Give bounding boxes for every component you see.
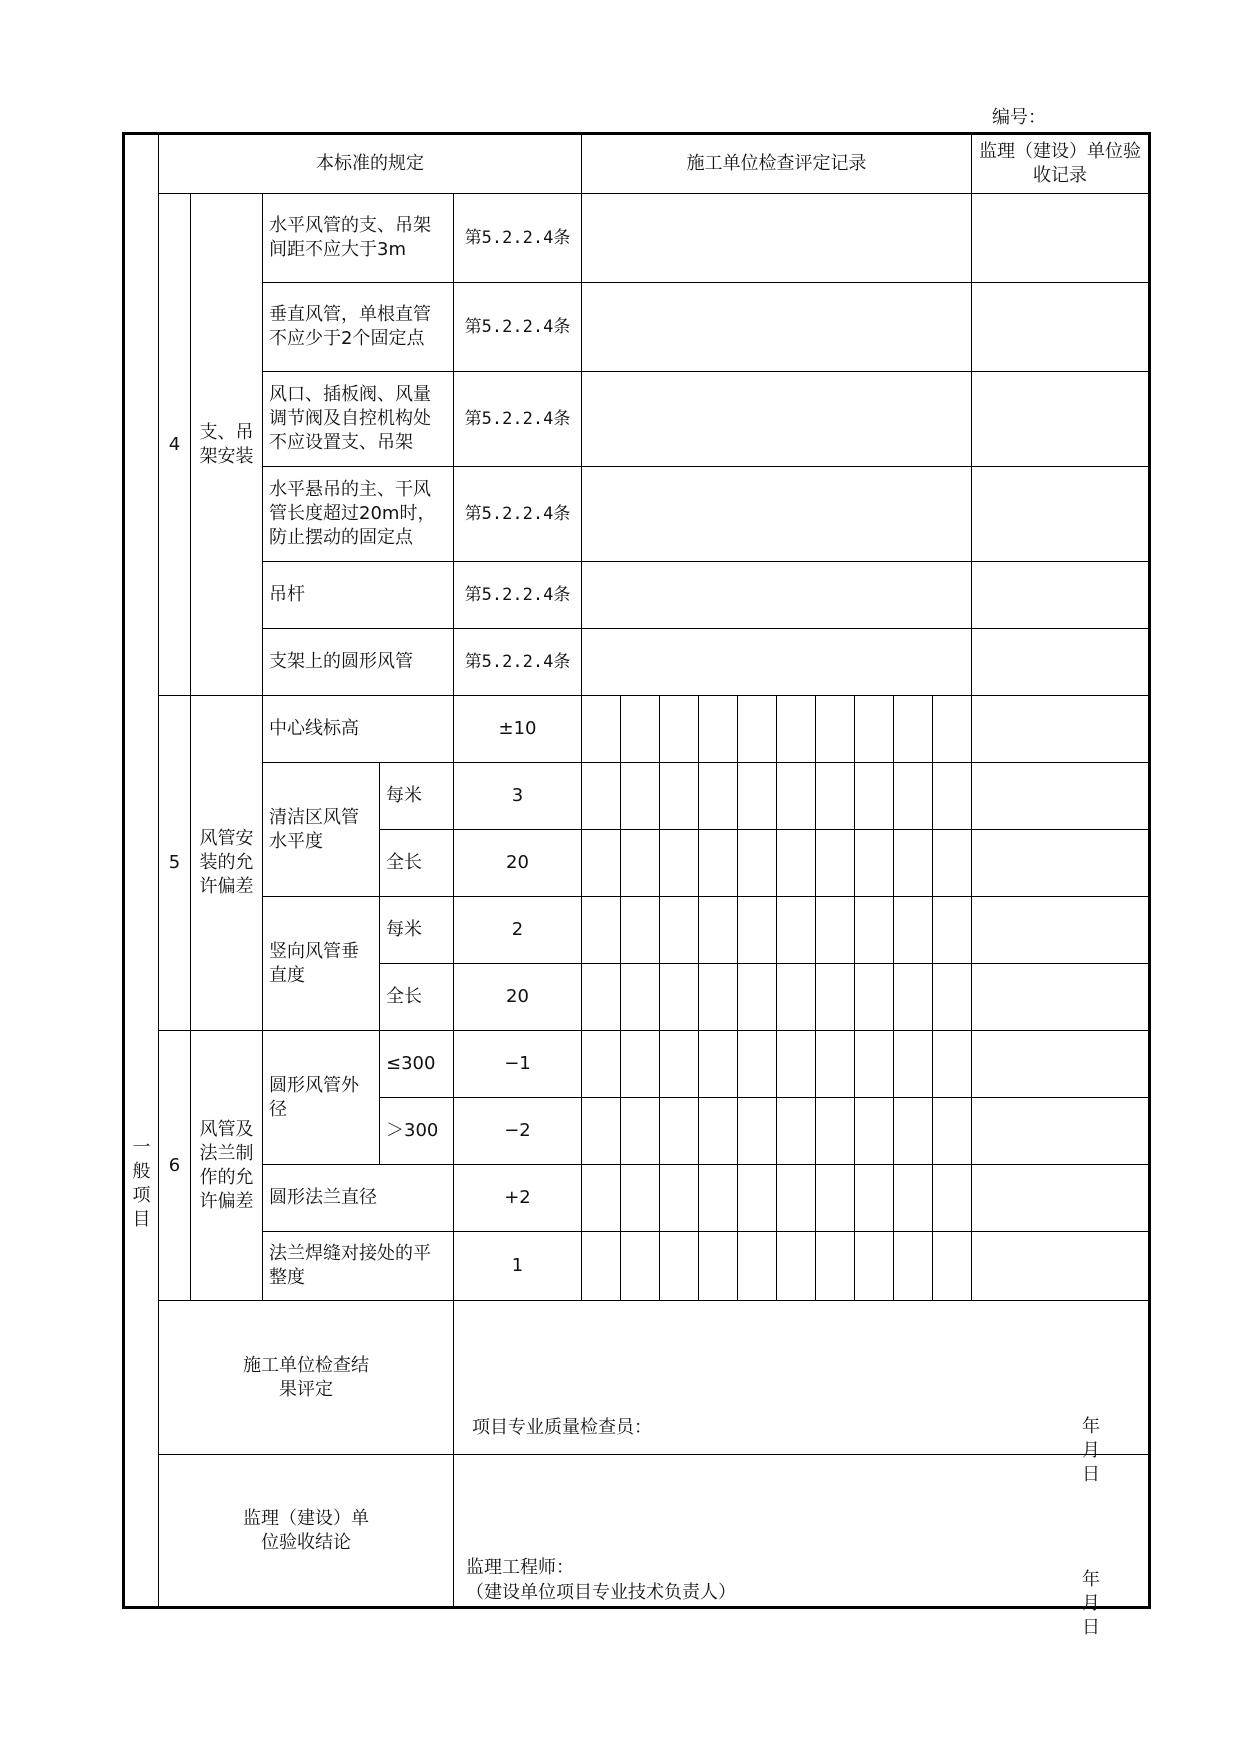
day-label: 日 — [1082, 1617, 1100, 1638]
group-number: 5 — [159, 696, 191, 1031]
table-row — [124, 283, 1150, 372]
category-label: 一般项目 — [132, 1136, 151, 1230]
measurement-cell[interactable] — [582, 964, 621, 1031]
table-row — [124, 1165, 1150, 1232]
measurement-cell[interactable] — [777, 1031, 816, 1098]
group-number: 6 — [159, 1031, 191, 1301]
inspection-header: 施工单位检查评定记录 — [582, 134, 972, 194]
measurement-cell[interactable] — [777, 696, 816, 763]
tolerance-value: +2 — [454, 1165, 582, 1232]
measurement-cell[interactable] — [621, 1232, 660, 1301]
measurement-cell[interactable] — [933, 897, 972, 964]
measurement-cell[interactable] — [777, 1232, 816, 1301]
table-row — [124, 897, 1150, 964]
year-label: 年 — [1082, 1416, 1100, 1437]
measurement-cell[interactable] — [738, 1165, 777, 1232]
acceptance-record-field[interactable] — [972, 372, 1150, 467]
acceptance-record-field[interactable] — [972, 562, 1150, 629]
item-text: 竖向风管垂直度 — [263, 897, 380, 1031]
acceptance-record-field[interactable] — [972, 629, 1150, 696]
clause-ref: 第5.2.2.4条 — [454, 467, 582, 562]
measurement-cell[interactable] — [933, 1031, 972, 1098]
sub-item: 每米 — [380, 763, 454, 830]
measurement-cell[interactable] — [660, 1232, 699, 1301]
tolerance-value: −1 — [454, 1031, 582, 1098]
measurement-cell[interactable] — [894, 1031, 933, 1098]
inspection-record-field[interactable] — [582, 194, 972, 283]
measurement-cell[interactable] — [738, 763, 777, 830]
table-row — [124, 629, 1150, 696]
acceptance-record-field[interactable] — [972, 1165, 1150, 1232]
item-text: 中心线标高 — [263, 696, 454, 763]
measurement-cell[interactable] — [582, 1098, 621, 1165]
item-text: 水平悬吊的主、干风管长度超过20m时，防止摆动的固定点 — [263, 467, 454, 562]
construction-result-label — [159, 1301, 454, 1455]
measurement-cell[interactable] — [933, 696, 972, 763]
measurement-cell[interactable] — [738, 830, 777, 897]
quality-inspector-label: 项目专业质量检查员： — [472, 1417, 652, 1438]
measurement-cell[interactable] — [699, 897, 738, 964]
measurement-cell[interactable] — [699, 1098, 738, 1165]
construction-result-field[interactable] — [454, 1301, 1150, 1485]
measurement-cell[interactable] — [660, 1098, 699, 1165]
header-row — [124, 134, 1150, 194]
item-text: 吊杆 — [263, 562, 454, 629]
acceptance-record-field[interactable] — [972, 283, 1150, 372]
tolerance-value: 1 — [454, 1232, 582, 1301]
measurement-cell[interactable] — [816, 830, 855, 897]
measurement-cell[interactable] — [621, 696, 660, 763]
month-label: 月 — [1082, 1593, 1100, 1614]
measurement-cell[interactable] — [816, 964, 855, 1031]
item-text: 支架上的圆形风管 — [263, 629, 454, 696]
sub-item: 全长 — [380, 964, 454, 1031]
sub-item: 全长 — [380, 830, 454, 897]
inspection-record-field[interactable] — [582, 467, 972, 562]
tolerance-value: 20 — [454, 830, 582, 897]
measurement-cell[interactable] — [933, 830, 972, 897]
measurement-cell[interactable] — [933, 1232, 972, 1301]
acceptance-record-field[interactable] — [972, 964, 1150, 1031]
measurement-cell[interactable] — [816, 1098, 855, 1165]
measurement-cell[interactable] — [660, 696, 699, 763]
construction-result-row — [124, 1301, 1150, 1455]
inspection-record-field[interactable] — [582, 562, 972, 629]
measurement-cell[interactable] — [660, 964, 699, 1031]
group-number: 4 — [159, 194, 191, 696]
table-row — [124, 562, 1150, 629]
clause-ref: 第5.2.2.4条 — [454, 629, 582, 696]
acceptance-record-field[interactable] — [972, 1031, 1150, 1098]
table-row — [124, 696, 1150, 763]
measurement-cell[interactable] — [699, 1165, 738, 1232]
tolerance-value: 2 — [454, 897, 582, 964]
measurement-cell[interactable] — [855, 830, 894, 897]
tolerance-value: 20 — [454, 964, 582, 1031]
supervision-result-row — [124, 1455, 1150, 1608]
measurement-cell[interactable] — [699, 763, 738, 830]
acceptance-record-field[interactable] — [972, 696, 1150, 763]
document-number-label: 编号： — [992, 107, 1046, 128]
measurement-cell[interactable] — [621, 1165, 660, 1232]
construction-result-label-text: 施工单位检查结果评定 — [243, 1354, 369, 1400]
measurement-cell[interactable] — [699, 1031, 738, 1098]
item-text: 水平风管的支、吊架间距不应大于3m — [263, 194, 454, 283]
supervising-engineer-label — [466, 1555, 736, 1605]
measurement-cell[interactable] — [933, 1098, 972, 1165]
measurement-cell[interactable] — [933, 763, 972, 830]
measurement-cell[interactable] — [621, 1031, 660, 1098]
table-row — [124, 372, 1150, 467]
measurement-cell[interactable] — [777, 964, 816, 1031]
group-name: 风管及法兰制作的允许偏差 — [191, 1031, 263, 1301]
item-text: 风口、插板阀、风量调节阀及自控机构处不应设置支、吊架 — [263, 372, 454, 467]
group-name: 支、吊架安装 — [191, 194, 263, 696]
standard-header: 本标准的规定 — [159, 134, 582, 194]
measurement-cell[interactable] — [738, 964, 777, 1031]
measurement-cell[interactable] — [816, 763, 855, 830]
supervision-result-label-text: 监理（建设）单位验收结论 — [243, 1507, 369, 1553]
acceptance-record-field[interactable] — [972, 1232, 1150, 1301]
table-row — [124, 1031, 1150, 1098]
supervising-engineer-line1: 监理工程师： — [466, 1557, 574, 1578]
measurement-cell[interactable] — [660, 897, 699, 964]
group-name: 风管安装的允许偏差 — [191, 696, 263, 1031]
measurement-cell[interactable] — [777, 1165, 816, 1232]
measurement-cell[interactable] — [738, 696, 777, 763]
measurement-cell[interactable] — [855, 763, 894, 830]
measurement-cell[interactable] — [621, 897, 660, 964]
measurement-cell[interactable] — [660, 1031, 699, 1098]
acceptance-record-field[interactable] — [972, 194, 1150, 283]
measurement-cell[interactable] — [738, 1232, 777, 1301]
measurement-cell[interactable] — [816, 897, 855, 964]
measurement-cell[interactable] — [699, 830, 738, 897]
measurement-cell[interactable] — [738, 1031, 777, 1098]
acceptance-record-field[interactable] — [972, 830, 1150, 897]
acceptance-record-field[interactable] — [972, 467, 1150, 562]
measurement-cell[interactable] — [894, 696, 933, 763]
table-row — [124, 763, 1150, 830]
measurement-cell[interactable] — [582, 1031, 621, 1098]
clause-ref: 第5.2.2.4条 — [454, 283, 582, 372]
supervision-result-field[interactable] — [454, 1455, 1150, 1638]
measurement-cell[interactable] — [855, 964, 894, 1031]
measurement-cell[interactable] — [621, 1098, 660, 1165]
supervision-result-label — [159, 1455, 454, 1608]
measurement-cell[interactable] — [621, 763, 660, 830]
item-text: 垂直风管，单根直管不应少于2个固定点 — [263, 283, 454, 372]
measurement-cell[interactable] — [582, 1165, 621, 1232]
inspection-form-table — [122, 132, 1151, 1638]
measurement-cell[interactable] — [660, 1165, 699, 1232]
measurement-cell[interactable] — [777, 830, 816, 897]
measurement-cell[interactable] — [582, 763, 621, 830]
measurement-cell[interactable] — [894, 830, 933, 897]
tolerance-value: ±10 — [454, 696, 582, 763]
measurement-cell[interactable] — [933, 964, 972, 1031]
measurement-cell[interactable] — [933, 1165, 972, 1232]
clause-ref: 第5.2.2.4条 — [454, 194, 582, 283]
measurement-cell[interactable] — [660, 763, 699, 830]
measurement-cell[interactable] — [777, 897, 816, 964]
clause-ref: 第5.2.2.4条 — [454, 562, 582, 629]
inspection-record-field[interactable] — [582, 629, 972, 696]
measurement-cell[interactable] — [660, 830, 699, 897]
measurement-cell[interactable] — [699, 696, 738, 763]
supervision-header: 监理（建设）单位验收记录 — [972, 134, 1150, 194]
measurement-cell[interactable] — [894, 1232, 933, 1301]
measurement-cell[interactable] — [894, 1098, 933, 1165]
acceptance-record-field[interactable] — [972, 763, 1150, 830]
sub-item: ＞300 — [380, 1098, 454, 1165]
measurement-cell[interactable] — [855, 696, 894, 763]
table-row — [124, 194, 1150, 283]
tolerance-value: 3 — [454, 763, 582, 830]
measurement-cell[interactable] — [738, 897, 777, 964]
item-text: 圆形法兰直径 — [263, 1165, 454, 1232]
acceptance-record-field[interactable] — [972, 897, 1150, 964]
inspection-record-field[interactable] — [582, 372, 972, 467]
measurement-cell[interactable] — [894, 763, 933, 830]
measurement-cell[interactable] — [816, 1165, 855, 1232]
measurement-cell[interactable] — [699, 1232, 738, 1301]
measurement-cell[interactable] — [621, 830, 660, 897]
measurement-cell[interactable] — [777, 763, 816, 830]
measurement-cell[interactable] — [582, 897, 621, 964]
month-label: 月 — [1082, 1440, 1100, 1461]
category-cell — [124, 134, 159, 1608]
day-label: 日 — [1082, 1464, 1100, 1485]
measurement-cell[interactable] — [855, 897, 894, 964]
supervision-date[interactable] — [1082, 1568, 1148, 1640]
measurement-cell[interactable] — [582, 696, 621, 763]
measurement-cell[interactable] — [816, 1031, 855, 1098]
measurement-cell[interactable] — [855, 1098, 894, 1165]
item-text: 圆形风管外径 — [263, 1031, 380, 1165]
measurement-cell[interactable] — [894, 1165, 933, 1232]
measurement-cell[interactable] — [582, 1232, 621, 1301]
year-label: 年 — [1082, 1569, 1100, 1590]
measurement-cell[interactable] — [855, 1031, 894, 1098]
sub-item: 每米 — [380, 897, 454, 964]
measurement-cell[interactable] — [894, 964, 933, 1031]
tolerance-value: −2 — [454, 1098, 582, 1165]
item-text: 清洁区风管水平度 — [263, 763, 380, 897]
measurement-cell[interactable] — [894, 897, 933, 964]
supervising-engineer-line2: （建设单位项目专业技术负责人） — [466, 1582, 736, 1603]
measurement-cell[interactable] — [699, 964, 738, 1031]
measurement-cell[interactable] — [582, 830, 621, 897]
item-text: 法兰焊缝对接处的平整度 — [263, 1232, 454, 1301]
sub-item: ≤300 — [380, 1031, 454, 1098]
measurement-cell[interactable] — [777, 1098, 816, 1165]
measurement-cell[interactable] — [855, 1165, 894, 1232]
measurement-cell[interactable] — [855, 1232, 894, 1301]
table-row — [124, 1232, 1150, 1301]
measurement-cell[interactable] — [738, 1098, 777, 1165]
table-row — [124, 467, 1150, 562]
acceptance-record-field[interactable] — [972, 1098, 1150, 1165]
clause-ref: 第5.2.2.4条 — [454, 372, 582, 467]
measurement-cell[interactable] — [816, 696, 855, 763]
measurement-cell[interactable] — [816, 1232, 855, 1301]
inspection-record-field[interactable] — [582, 283, 972, 372]
measurement-cell[interactable] — [621, 964, 660, 1031]
